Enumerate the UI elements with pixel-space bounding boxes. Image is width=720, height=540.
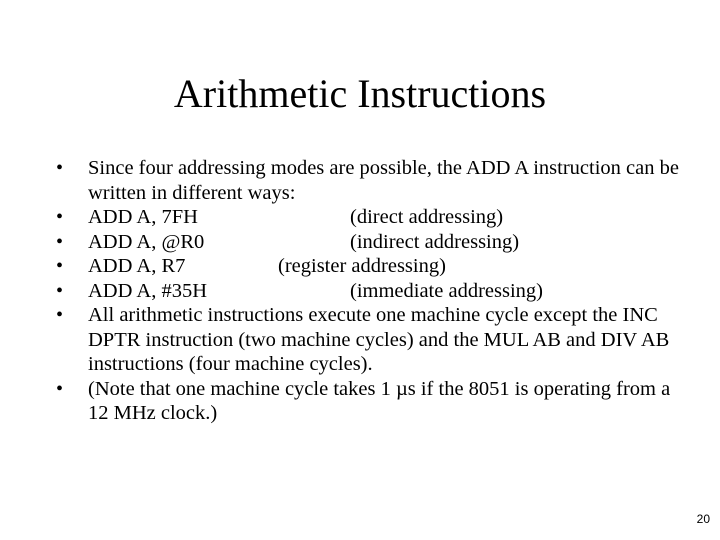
instruction-text: ADD A, @R0 <box>88 230 205 253</box>
addressing-mode-note: (indirect addressing) <box>350 230 520 253</box>
bullet-marker: • <box>56 279 64 302</box>
bullet-clock-note <box>56 377 686 426</box>
bullet-marker: • <box>56 206 64 228</box>
instruction-text: ADD A, 7FH <box>88 206 198 228</box>
bullet-direct-addressing <box>56 205 686 230</box>
bullet-marker: • <box>56 377 64 400</box>
slide-title: Arithmetic Instructions <box>173 71 547 116</box>
bullet-machine-cycles <box>56 303 686 377</box>
instruction-text: ADD A, #35H <box>88 279 208 302</box>
bullet-register-addressing <box>56 254 686 279</box>
bullet-clock-note-text: (Note that one machine cycle takes 1 µs if the 8051 is operating from a 12 MHz clock.) <box>88 377 671 424</box>
addressing-mode-note: (register addressing) <box>278 255 446 277</box>
bullet-immediate-addressing <box>56 279 686 304</box>
bullet-indirect-addressing <box>56 230 686 255</box>
addressing-mode-note: (immediate addressing) <box>350 279 543 302</box>
bullet-marker: • <box>56 304 64 326</box>
bullet-marker: • <box>56 255 64 277</box>
bullet-intro-text: Since four addressing modes are possible, the ADD A instruction can be written in different ways: <box>88 157 679 204</box>
bullet-machine-cycles-text: All arithmetic instructions execute one machine cycle except the INC DPTR instruction (two machine cycles) and the MUL AB and DIV AB instructions (four machine cycles). <box>88 304 670 375</box>
bullet-marker: • <box>56 157 64 179</box>
bullet-list <box>56 156 686 426</box>
bullet-intro <box>56 156 686 205</box>
addressing-mode-note: (direct addressing) <box>350 206 504 228</box>
instruction-text: ADD A, R7 <box>88 255 186 277</box>
page-number: 20 <box>696 512 710 526</box>
bullet-marker: • <box>56 230 64 253</box>
